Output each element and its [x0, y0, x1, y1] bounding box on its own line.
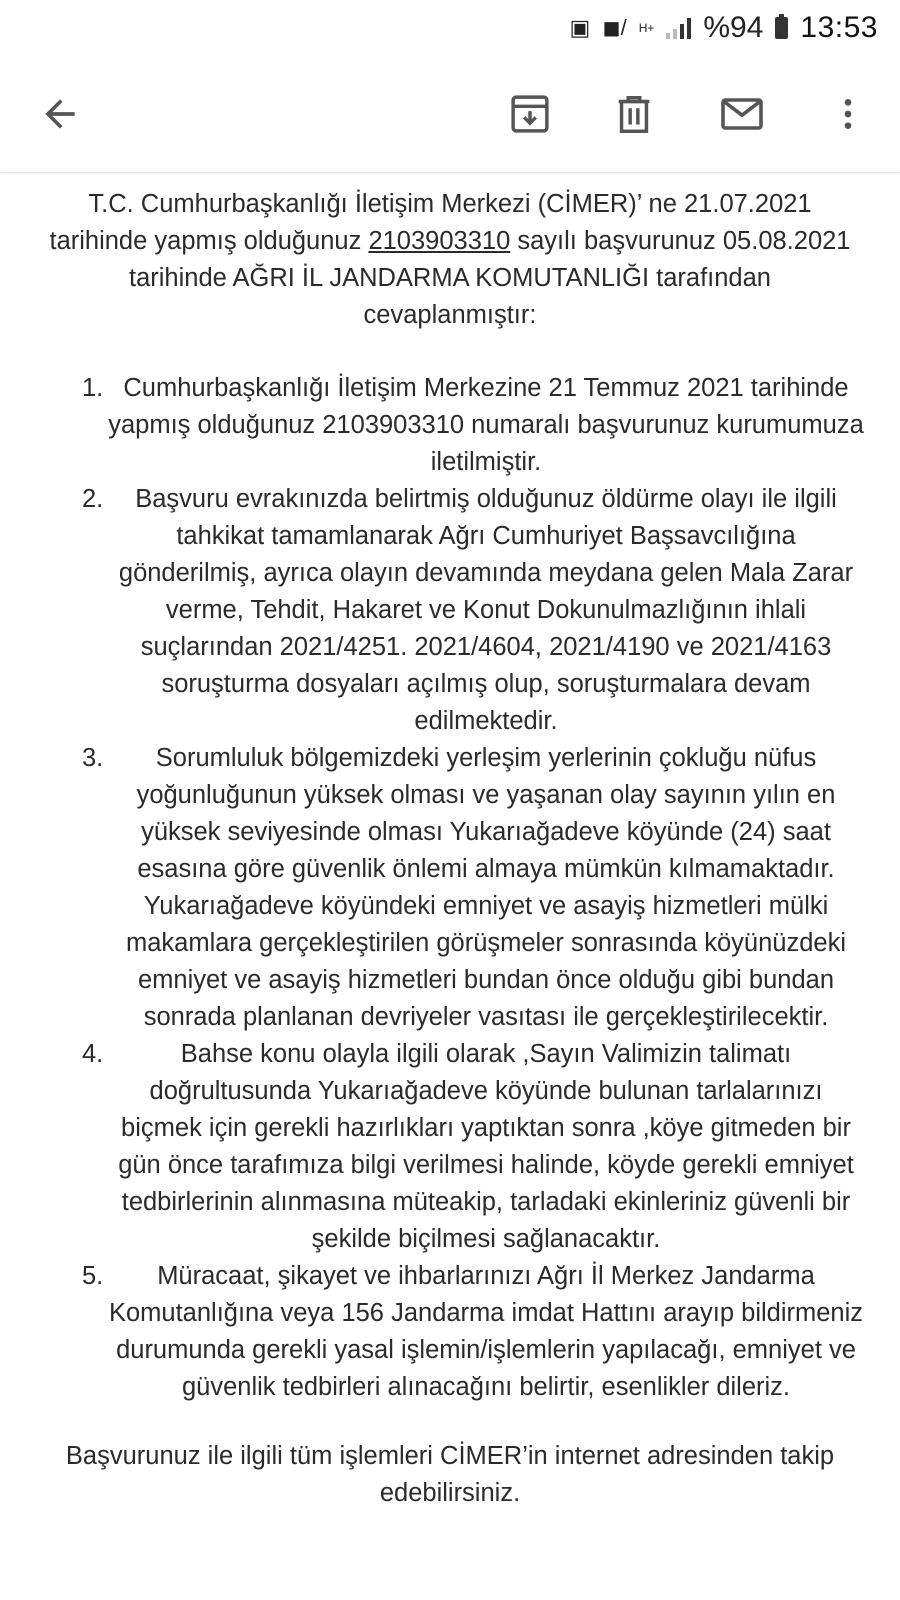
archive-icon — [507, 91, 553, 137]
list-item-text: Cumhurbaşkanlığı İletişim Merkezine 21 Temmuz 2021 tarihinde yapmış olduğunuz 2103903310 numaralı başvurunuz kurumumuza iletilmiştir. — [108, 374, 864, 476]
list-item-number: 5. — [82, 1262, 104, 1290]
battery-percent: %94 — [703, 11, 764, 44]
mark-unread-button[interactable] — [712, 84, 772, 144]
list-item-number: 2. — [82, 485, 104, 513]
arrow-back-icon — [38, 92, 82, 136]
message-body — [0, 176, 900, 1600]
status-icons — [570, 8, 878, 48]
footer-note: Başvurunuz ile ilgili tüm işlemleri CİMER’in internet adresinden takip edebilirsiniz. — [65, 1442, 835, 1507]
clock: 13:53 — [800, 11, 878, 44]
more-options-button[interactable] — [818, 84, 878, 144]
network-type: H+ — [638, 21, 655, 35]
response-list — [68, 370, 864, 1406]
vibrate-mute-icon: ◼/ — [602, 15, 627, 40]
list-item-number: 3. — [82, 744, 104, 772]
signal-icon — [666, 17, 691, 39]
trash-icon — [611, 91, 657, 137]
delete-button[interactable] — [604, 84, 664, 144]
intro-paragraph — [40, 186, 860, 334]
mail-icon — [718, 90, 766, 138]
list-item-number: 1. — [82, 374, 104, 402]
list-item-text: Başvuru evrakınızda belirtmiş olduğunuz öldürme olayı ile ilgili tahkikat tamamlanarak Ağrı Cumhuriyet Başsavcılığına gönderilmiş, ayrıca olayın devamında meydana gelen Mala Zarar verme, Tehdit, Hakaret ve Konut Dokunulmazlığının ihlali suçlarından 2021/4251. 2021/4604, 2021/4190 ve 2021/4163 soruşturma dosyaları açılmış olup, soruşturmalara devam edilmektedir. — [118, 485, 854, 735]
list-item-text: Bahse konu olayla ilgili olarak ,Sayın Valimizin talimatı doğrultusunda Yukarıağadeve köyünde bulunan tarlalarınızı biçmek için gerekli hazırlıkları yaptıktan sonra ,köye gitmeden bir gün önce tarafımıza bilgi verilmesi halinde, köyde gerekli emniyet tedbirlerinin alınmasına müteakip, tarladaki ekinleriniz güvenli bir şekilde biçilmesi sağlanacaktır. — [118, 1040, 854, 1253]
intro-text-before: T.C. Cumhurbaşkanlığı İletişim Merkezi (CİMER)’ ne 21.07.2021 tarihinde yapmış olduğunuz — [49, 190, 812, 255]
list-item — [68, 1258, 864, 1406]
list-item-text: Müracaat, şikayet ve ihbarlarınızı Ağrı İl Merkez Jandarma Komutanlığına veya 156 Jandarma imdat Hattını arayıp bildirmeniz durumunda gerekli yasal işlemin/işlemlerin yapılacağı, emniyet ve güvenlik tedbirleri alınacağını belirtir, esenlikler dileriz. — [108, 1262, 864, 1401]
list-item-number: 4. — [82, 1040, 104, 1068]
archive-button[interactable] — [500, 84, 560, 144]
list-item — [68, 481, 864, 740]
reference-number-link[interactable]: 2103903310 — [368, 227, 511, 255]
list-item — [68, 370, 864, 481]
list-item — [68, 740, 864, 1036]
list-item — [68, 1036, 864, 1258]
save-icon: ▣ — [569, 15, 591, 40]
more-vert-icon — [828, 92, 868, 136]
list-item-text: Sorumluluk bölgemizdeki yerleşim yerlerinin çokluğu nüfus yoğunluğunun yüksek olması ve yaşanan olay sayının yılın en yüksek seviyesinde olması Yukarıağadeve köyünde (24) saat esasına göre güvenlik önlemi almaya mümkün kılmamaktadır. Yukarıağadeve köyündeki emniyet ve asayiş hizmetleri mülki makamlara gerçekleştirilen görüşmeler sonrasında köyünüzdeki emniyet ve asayiş hizmetleri bundan önce olduğu gibi bundan sonrada planlanan devriyeler vasıtası ile gerçekleştirilecektir. — [125, 744, 846, 1031]
back-button[interactable] — [30, 84, 90, 144]
status-bar — [0, 0, 900, 56]
intro-text-after: sayılı başvurunuz 05.08.2021 tarihinde AĞRI İL JANDARMA KOMUTANLIĞI tarafından cevaplanmıştır: — [129, 227, 851, 329]
mail-toolbar — [0, 56, 900, 173]
battery-icon — [775, 17, 788, 39]
